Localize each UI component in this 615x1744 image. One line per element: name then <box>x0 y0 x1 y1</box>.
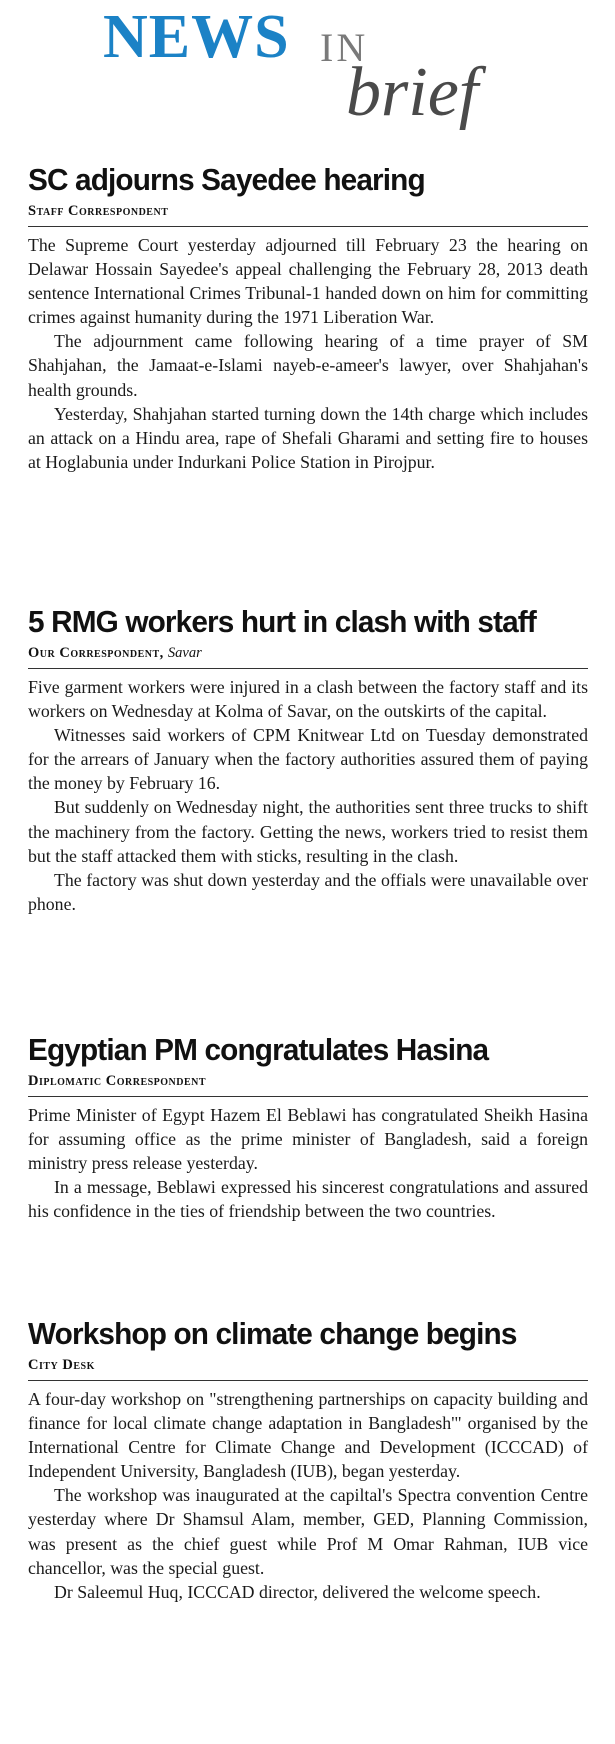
paragraph: Yesterday, Shahjahan started turning down the 14th charge which includes an attack on a Hindu area, rape of Shefali Gharami and setting fire to houses at Hoglabunia under Indurkani Police Station in Pirojpur. <box>28 403 588 472</box>
story-climate-workshop <box>28 1316 588 1604</box>
byline <box>28 1356 588 1374</box>
paragraph: But suddenly on Wednesday night, the authorities sent three trucks to shift the machinery from the factory. Getting the news, workers tried to resist them but the staff attacked them with sticks, resulting in the clash. <box>28 797 588 866</box>
paragraph: The factory was shut down yesterday and the offials were unavailable over phone. <box>28 869 588 914</box>
byline <box>28 1072 588 1090</box>
headline: Egyptian PM congratulates Hasina <box>28 1032 489 1067</box>
byline <box>28 202 588 220</box>
divider <box>28 668 588 669</box>
story-egyptian-pm <box>28 1032 588 1223</box>
byline-text: Diplomatic Correspondent <box>28 1073 207 1089</box>
paragraph: The Supreme Court yesterday adjourned till February 23 the hearing on Delawar Hossain Sayedee's appeal challenging the February 28, 2013 death sentence International Crimes Tribunal-1 handed down on him for committing crimes against humanity during the 1971 Liberation War. <box>28 235 588 328</box>
masthead-in: IN <box>320 25 369 70</box>
byline-text: Staff Correspondent <box>28 203 169 219</box>
masthead-brief: brief <box>346 54 479 131</box>
paragraph: Five garment workers were injured in a clash between the factory staff and its workers on Wednesday at Kolma of Savar, on the outskirts of the capital. <box>28 677 588 722</box>
divider <box>28 1096 588 1097</box>
headline: Workshop on climate change begins <box>28 1316 517 1351</box>
divider <box>28 1380 588 1381</box>
story-sayedee-hearing <box>28 162 588 474</box>
paragraph: Prime Minister of Egypt Hazem El Beblawi has congratulated Sheikh Hasina for assuming office as the prime minister of Bangladesh, said a foreign ministry press release yesterday. <box>28 1105 588 1174</box>
paragraph: The workshop was inaugurated at the capiltal's Spectra convention Centre yesterday where Dr Shamsul Alam, member, GED, Planning Commission, was present as the chief guest while Prof M Omar Rahman, IUB vice chancellor, was the special guest. <box>28 1485 588 1578</box>
byline-location: Savar <box>167 645 202 661</box>
paragraph: Witnesses said workers of CPM Knitwear Ltd on Tuesday demonstrated for the arrears of January when the factory authorities assured them of paying the money by February 16. <box>28 725 588 794</box>
byline-text: Our Correspondent, <box>28 645 164 661</box>
paragraph: In a message, Beblawi expressed his sincerest congratulations and assured his confidence in the ties of friendship between the two countries. <box>28 1177 588 1222</box>
byline <box>28 644 588 662</box>
paragraph: A four-day workshop on "strengthening partnerships on capacity building and finance for local climate change adaptation in Bangladesh'" organised by the International Centre for Climate Change and Development (ICCCAD) of Independent University, Bangladesh (IUB), began yesterday. <box>28 1389 588 1482</box>
paragraph: The adjournment came following hearing of a time prayer of SM Shahjahan, the Jamaat-e-Islami nayeb-e-ameer's lawyer, over Shahjahan's health grounds. <box>28 331 588 400</box>
headline: 5 RMG workers hurt in clash with staff <box>28 604 536 639</box>
headline: SC adjourns Sayedee hearing <box>28 162 425 197</box>
story-rmg-workers-clash <box>28 604 588 916</box>
byline-text: City Desk <box>28 1357 95 1373</box>
masthead-news: NEWS <box>103 3 290 71</box>
divider <box>28 226 588 227</box>
masthead <box>0 0 615 160</box>
paragraph: Dr Saleemul Huq, ICCCAD director, delivered the welcome speech. <box>54 1581 541 1602</box>
